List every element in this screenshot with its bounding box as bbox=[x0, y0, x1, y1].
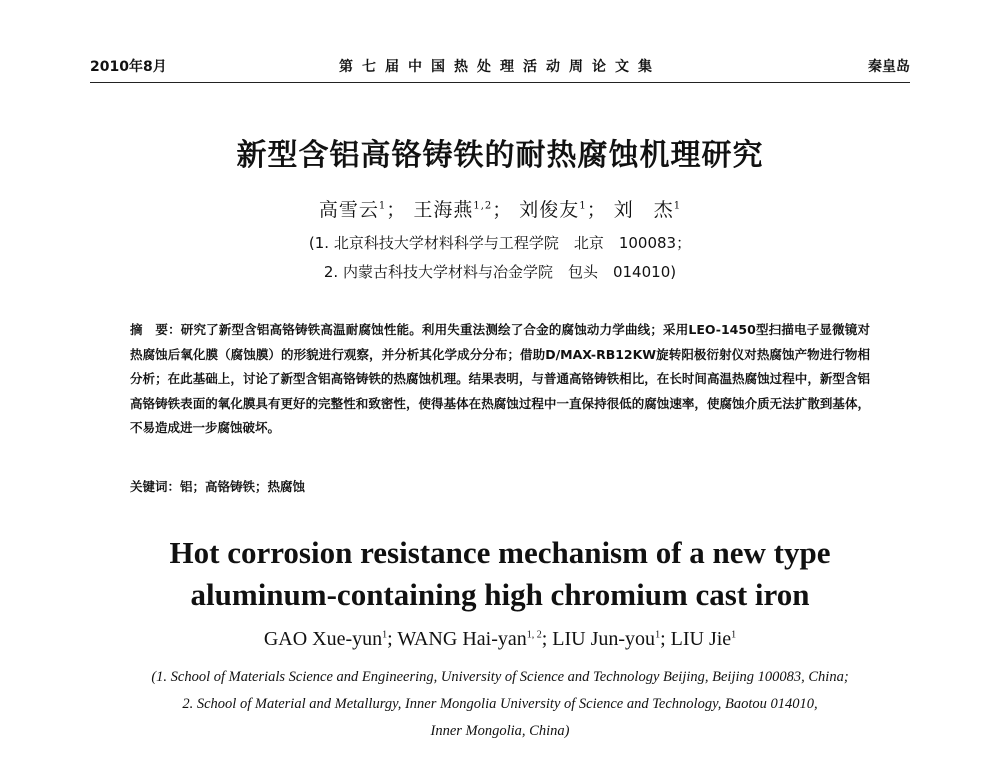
en-author-affil: 1 bbox=[731, 629, 737, 641]
running-header bbox=[90, 56, 910, 78]
en-affiliation-line-3: Inner Mongolia, China) bbox=[430, 723, 570, 739]
cn-author: 王海燕 bbox=[413, 199, 474, 221]
en-author: GAO Xue-yun bbox=[263, 628, 383, 650]
cn-paper-title: 新型含铝高铬铸铁的耐热腐蚀机理研究 bbox=[236, 138, 764, 173]
en-title-line-2: aluminum-containing high chromium cast iron bbox=[190, 577, 810, 612]
cn-abstract bbox=[130, 318, 870, 441]
en-affiliation-line-1: (1. School of Materials Science and Engineering, University of Science and Technology Beijing, Beijing 100083, China; bbox=[151, 669, 849, 685]
cn-author: 刘俊友 bbox=[519, 199, 580, 221]
cn-author-affil: 1 bbox=[579, 200, 587, 212]
keywords-text: 铝；高铬铸铁；热腐蚀 bbox=[180, 479, 306, 494]
cn-affiliation-1: (1. 北京科技大学材料科学与工程学院 北京 100083； bbox=[308, 234, 692, 252]
en-author-affil: 1 bbox=[382, 629, 388, 641]
cn-affiliation-2: 2. 内蒙古科技大学材料与冶金学院 包头 014010) bbox=[323, 263, 677, 281]
en-affiliations bbox=[75, 664, 925, 745]
cn-author-affil: 1 bbox=[378, 200, 387, 212]
en-author: LIU Jun-you bbox=[552, 628, 656, 650]
cn-author: 刘 杰 bbox=[613, 199, 674, 221]
cn-author-affil: 1 bbox=[673, 200, 682, 212]
en-paper-title bbox=[0, 532, 1000, 616]
en-author: WANG Hai-yan bbox=[397, 628, 527, 650]
en-affiliation-line-2: 2. School of Material and Metallurgy, Inner Mongolia University of Science and Technology, Baotou 014010, bbox=[182, 696, 818, 712]
abstract-label: 摘 要： bbox=[130, 322, 181, 337]
cn-author-affil: 1,2 bbox=[473, 200, 493, 212]
abstract-text: 研究了新型含铝高铬铸铁高温耐腐蚀性能。利用失重法测绘了合金的腐蚀动力学曲线；采用LEO-1450型扫描电子显微镜对热腐蚀后氧化膜（腐蚀膜）的形貌进行观察，并分析其化学成分分布；借助D/MAX-RB12KW旋转阳极衍射仪对热腐蚀产物进行物相分析；在此基础上，讨论了新型含铝高铬铸铁的热腐蚀机理。结果表明，与普通高铬铸铁相比，在长时间高温热腐蚀过程中，新型含铝高铬铸铁表面的氧化膜具有更好的完整性和致密性，使得基体在热腐蚀过程中一直保持很低的腐蚀速率，使腐蚀介质无法扩散到基体，不易造成进一步腐蚀破坏。 bbox=[130, 322, 870, 435]
en-author: LIU Jie bbox=[670, 628, 732, 650]
en-title-line-1: Hot corrosion resistance mechanism of a new type bbox=[169, 535, 831, 570]
cn-author-list: 高雪云$^1$； 王海燕$^{1,2}$； 刘俊友$^1$； 刘 杰$^1$ bbox=[318, 199, 682, 221]
header-location: 秦皇岛 bbox=[868, 59, 910, 75]
header-rule bbox=[90, 82, 910, 83]
header-proceedings-title: 第七届中国热处理活动周论文集 bbox=[339, 59, 661, 75]
keywords-label: 关键词： bbox=[130, 479, 181, 494]
header-date: 2010年8月 bbox=[90, 59, 167, 75]
cn-keywords bbox=[130, 477, 305, 495]
cn-author: 高雪云 bbox=[318, 199, 379, 221]
en-author-affil: 1, 2 bbox=[526, 629, 542, 641]
en-author-affil: 1 bbox=[655, 629, 661, 641]
en-author-list: GAO Xue-yun$^1$; WANG Hai-yan$^{1, 2}$; LIU Jun-you$^1$; LIU Jie$^1$ bbox=[263, 628, 737, 650]
